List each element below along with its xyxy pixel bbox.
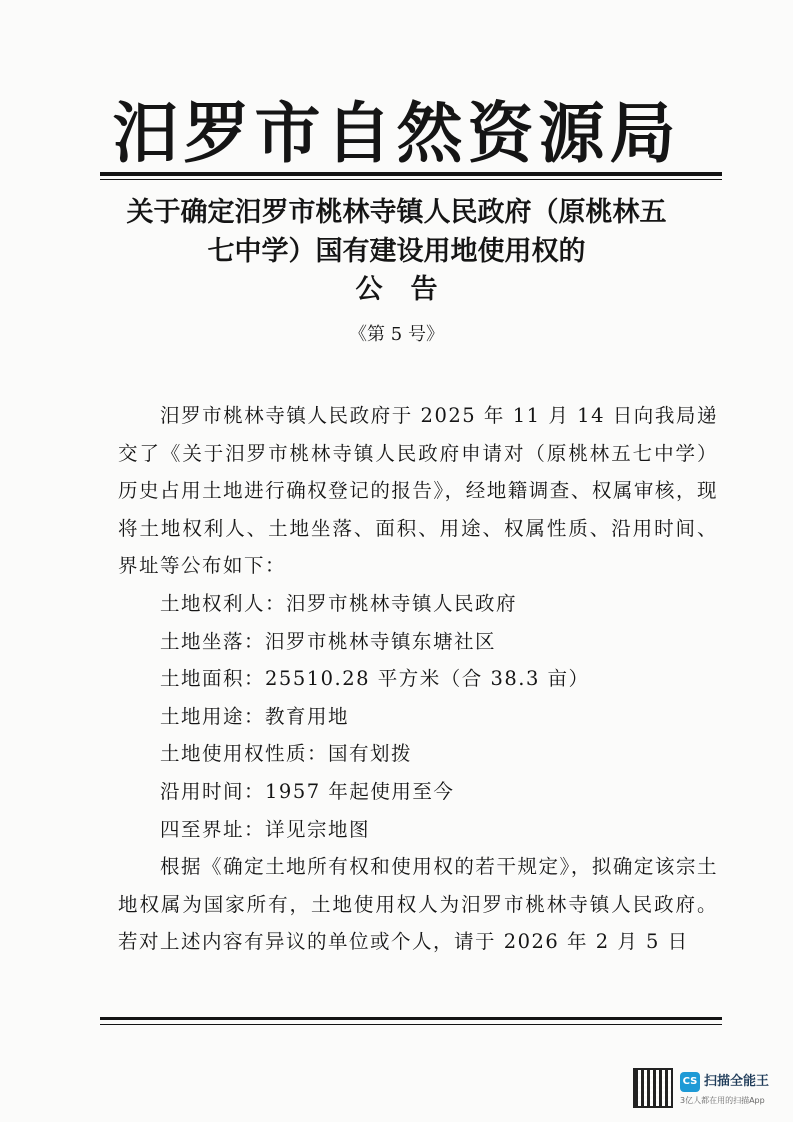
scanner-watermark bbox=[633, 1068, 783, 1110]
notice-title-line-1: 关于确定汨罗市桃林寺镇人民政府（原桃林五 bbox=[126, 197, 667, 228]
closing-paragraph: 根据《确定土地所有权和使用权的若干规定》，拟确定该宗土地权属为国家所有，土地使用权人为汨罗市桃林寺镇人民政府。若对上述内容有异议的单位或个人，请于 2026 年 2 月 5 日 bbox=[118, 855, 718, 954]
qr-code-icon bbox=[633, 1068, 673, 1108]
footer-rule-thin bbox=[100, 1024, 722, 1025]
item-land-holder: 土地权利人：汨罗市桃林寺镇人民政府 bbox=[160, 591, 518, 615]
item-usage-period: 沿用时间：1957 年起使用至今 bbox=[160, 779, 455, 803]
scanner-app-name: 扫描全能王 bbox=[704, 1074, 770, 1089]
item-land-use: 土地用途：教育用地 bbox=[160, 704, 350, 728]
notice-title-line-2: 七中学）国有建设用地使用权的 bbox=[207, 236, 586, 267]
notice-body bbox=[118, 397, 718, 961]
intro-paragraph: 汨罗市桃林寺镇人民政府于 2025 年 11 月 14 日向我局递交了《关于汨罗市桃林寺镇人民政府申请对（原桃林五七中学）历史占用土地进行确权登记的报告》，经地籍调查、权属审核，现将土地权利人、土地坐落、面积、用途、权属性质、沿用时间、界址等公布如下： bbox=[118, 404, 718, 578]
scanner-tagline: 3亿人都在用的扫描App bbox=[680, 1096, 765, 1105]
agency-name: 汨罗市自然资源局 bbox=[112, 94, 681, 172]
footer-rule-thick bbox=[100, 1017, 722, 1020]
item-use-right-nature: 土地使用权性质：国有划拨 bbox=[160, 742, 413, 766]
item-land-area: 土地面积：25510.28 平方米（合 38.3 亩） bbox=[160, 667, 590, 691]
header-rule-thick bbox=[100, 172, 722, 176]
document-number: 《第 5 号》 bbox=[349, 324, 444, 345]
item-land-location: 土地坐落：汨罗市桃林寺镇东塘社区 bbox=[160, 629, 497, 653]
camscanner-logo-icon: CS bbox=[680, 1072, 700, 1092]
notice-title-line-3: 公告 bbox=[355, 274, 466, 305]
item-boundaries: 四至界址：详见宗地图 bbox=[160, 817, 371, 841]
header-rule-thin bbox=[100, 179, 722, 180]
